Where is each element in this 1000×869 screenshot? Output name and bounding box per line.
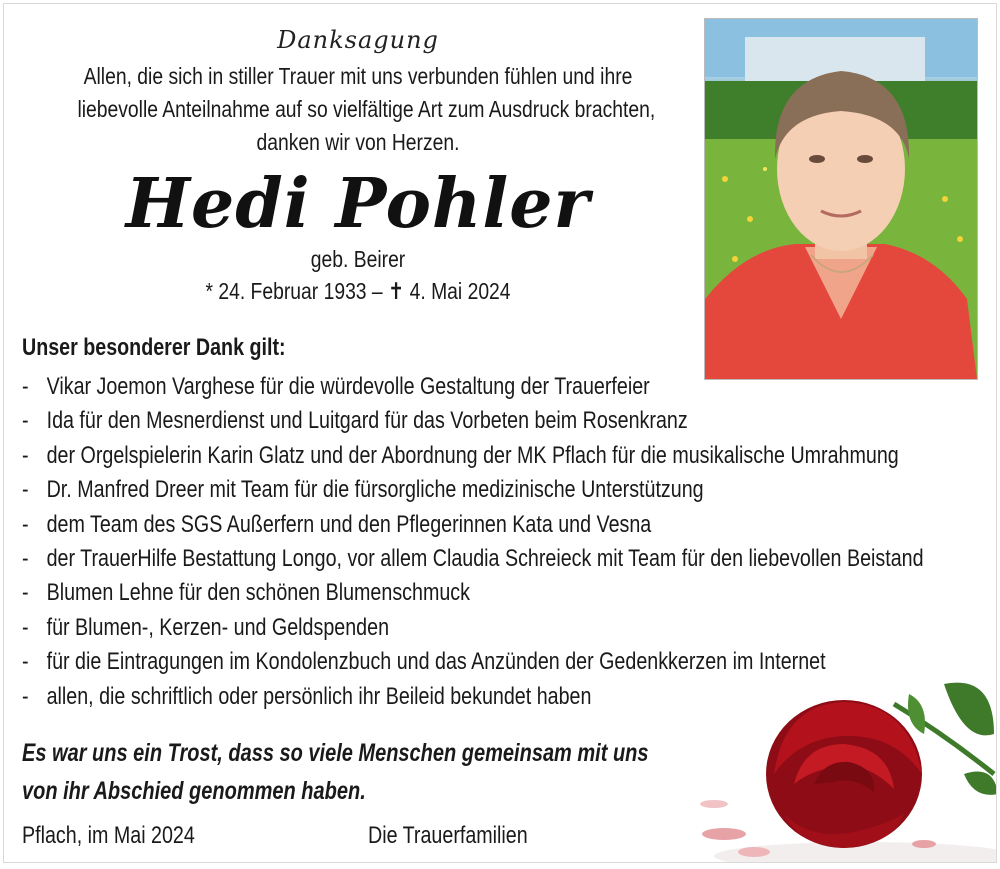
portrait-photo [704, 18, 978, 380]
list-item-text: Dr. Manfred Dreer mit Team für die fürsorgliche medizinische Unterstützung [46, 476, 704, 504]
rose-icon [694, 664, 997, 863]
list-bullet: - [22, 441, 29, 469]
intro-line: Allen, die sich in stiller Trauer mit uns verbunden fühlen und ihre [83, 63, 633, 89]
list-item [22, 611, 965, 645]
list-bullet: - [22, 682, 29, 710]
list-bullet: - [22, 545, 29, 573]
birth-name: geb. Beirer [310, 246, 406, 272]
list-item-text: Vikar Joemon Varghese für die würdevolle Gestaltung der Trauerfeier [46, 373, 650, 400]
list-item [22, 576, 965, 610]
list-item [22, 473, 965, 507]
portrait-illustration [705, 19, 977, 379]
obituary-card [3, 3, 997, 863]
list-item-text: allen, die schriftlich oder persönlich ihr Beileid bekundet haben [46, 682, 592, 710]
list-item [22, 542, 965, 576]
list-item-text: Ida für den Mesnerdienst und Luitgard für das Vorbeten beim Rosenkranz [46, 407, 688, 435]
list-bullet: - [22, 613, 29, 641]
intro-text [77, 60, 656, 159]
list-bullet: - [22, 648, 29, 676]
intro-line: liebevolle Anteilnahme auf so vielfältige Art zum Ausdruck brachten, [77, 96, 656, 122]
signature: Die Trauerfamilien [368, 822, 528, 849]
list-item [22, 508, 965, 542]
closing-line: von ihr Abschied genommen haben. [22, 777, 366, 805]
header-section [24, 22, 692, 307]
list-item-text: für die Eintragungen im Kondolenzbuch und das Anzünden der Gedenkkerzen im Internet [46, 648, 826, 676]
deceased-name: Hedi Pohler [125, 164, 591, 244]
list-bullet: - [22, 510, 29, 538]
list-item [22, 439, 965, 473]
list-bullet: - [22, 407, 29, 435]
place-date: Pflach, im Mai 2024 [22, 822, 195, 849]
list-item [22, 370, 965, 404]
list-item [22, 404, 965, 438]
list-item-text: dem Team des SGS Außerfern und den Pflegerinnen Kata und Vesna [46, 510, 652, 538]
life-dates: * 24. Februar 1933 – ✝ 4. Mai 2024 [205, 278, 511, 304]
list-item-text: Blumen Lehne für den schönen Blumenschmuck [46, 579, 470, 607]
list-bullet: - [22, 476, 29, 504]
intro-line: danken wir von Herzen. [256, 129, 460, 155]
closing-line: Es war uns ein Trost, dass so viele Menschen gemeinsam mit uns [22, 739, 649, 767]
list-item-text: der TrauerHilfe Bestattung Longo, vor allem Claudia Schreieck mit Team für den liebevollen Beistand [46, 545, 924, 573]
thanks-title: Unser besonderer Dank gilt: [22, 334, 286, 361]
list-bullet: - [22, 373, 29, 400]
list-item-text: für Blumen-, Kerzen- und Geldspenden [46, 613, 390, 641]
list-item-text: der Orgelspielerin Karin Glatz und der Abordnung der MK Pflach für die musikalische Umrahmung [46, 441, 899, 469]
rose-decoration [694, 664, 997, 863]
closing-text [22, 734, 649, 810]
thanks-list [22, 370, 965, 714]
heading: Danksagung [277, 26, 439, 54]
list-bullet: - [22, 579, 29, 607]
